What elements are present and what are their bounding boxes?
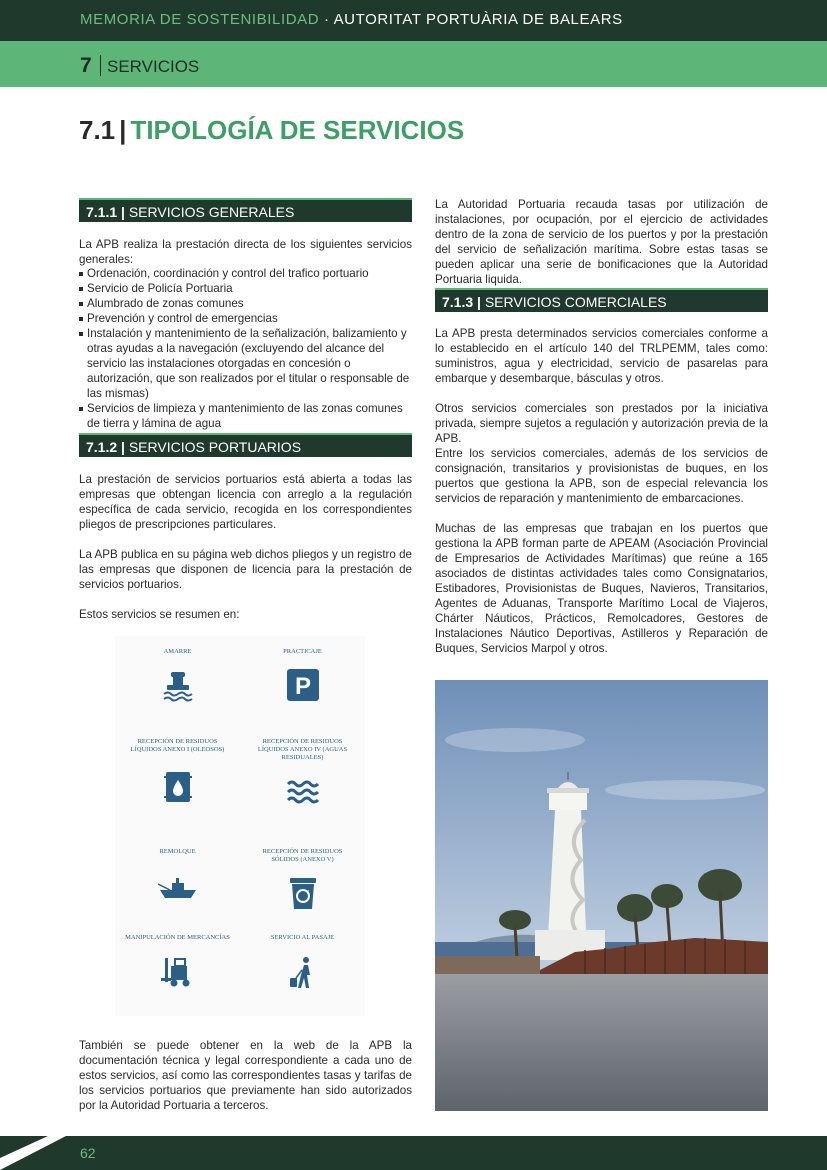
section-divider [100, 55, 101, 76]
list-item: Ordenación, coordinación y control del trafico portuario [79, 266, 412, 281]
subsection-heading-7-1-1 [79, 198, 412, 222]
general-services-intro: La APB realiza la prestación directa de los siguientes servicios generales: [79, 238, 412, 266]
section-name: SERVICIOS [107, 57, 200, 76]
subsection-number: 7.1.1 | [86, 204, 125, 220]
service-label: RECEPCIÓN DE RESIDUOS LÍQUIDOS ANEXO IV (AGUAS RESIDUALES) [257, 738, 348, 761]
service-label: MANIPULACIÓN DE MERCANCÍAS [125, 934, 230, 941]
service-passenger [240, 934, 365, 990]
subsection-title: SERVICIOS GENERALES [128, 204, 295, 220]
document-title-separator: · [324, 11, 330, 28]
service-solid-waste [240, 848, 365, 910]
subsection-title: SERVICIOS PORTUARIOS [128, 439, 302, 455]
service-label: REMOLQUE [159, 848, 196, 855]
page-title-text: TIPOLOGÍA DE SERVICIOS [130, 115, 465, 145]
port-services-paragraph-1: La prestación de servicios portuarios está abierta a todas las empresas que obtengan licencia con arreglo a la regulación específica de cada servicio, recogida en los correspondientes pliegos de prescripciones particulares. [79, 473, 412, 531]
subsection-number: 7.1.3 | [442, 294, 481, 310]
port-services-paragraph-4: También se puede obtener en la web de la APB la documentación técnica y legal correspondiente a cada uno de estos servicios, así como las correspondientes tasas y tarifas de los servicios portuarios que previamente han sido autorizados por la Autoridad Portuaria a terceros. [79, 1039, 412, 1112]
service-label: AMARRE [163, 648, 192, 655]
list-item: Prevención y control de emergencias [79, 311, 412, 326]
tugboat-icon [158, 876, 198, 902]
document-title-part2: AUTORITAT PORTUÀRIA DE BALEARS [333, 11, 623, 28]
lighthouse-illustration [435, 680, 768, 1111]
service-liquid-waste-annex-iv [240, 738, 365, 806]
page-title [79, 115, 464, 146]
page-title-separator: | [119, 115, 127, 145]
service-label: RECEPCIÓN DE RESIDUOS SÓLIDOS (ANEXO V) [262, 848, 343, 863]
fees-paragraph: La Autoridad Portuaria recauda tasas por utilización de instalaciones, por ocupación, por el ejercicio de actividades dentro de la zona de servicio de los puertos y por la prestación del servicio de señalización marítima. Sobre estas tasas se pueden aplicar una serie de bonificaciones que la Autoridad Portuaria liquida. [435, 198, 768, 286]
commercial-services-paragraph-2: Otros servicios comerciales son prestados por la iniciativa privada, siempre sujetos a regulación y autorización previa de la APB. [435, 402, 768, 445]
water-waves-icon [286, 778, 320, 806]
section-number: 7 [80, 54, 92, 77]
document-header-bar [0, 0, 827, 41]
service-label: RECEPCIÓN DE RESIDUOS LÍQUIDOS ANEXO I (OLEOSOS) [130, 738, 225, 753]
document-title [80, 11, 623, 28]
service-mooring [115, 648, 240, 702]
subsection-heading-7-1-2 [79, 433, 412, 457]
traveler-suitcase-icon [288, 956, 318, 990]
page-footer [0, 1136, 827, 1170]
list-item: Instalación y mantenimiento de la señalización, balizamiento y otras ayudas a la navegación (excluyendo del alcance del servicio las instalaciones otorgadas en concesión o autorización, que son realizados por el titular o responsable de las mismas) [79, 326, 412, 401]
footer-stripe-decoration [0, 1136, 80, 1170]
page-title-number: 7.1 [79, 115, 116, 145]
port-services-paragraph-3: Estos servicios se resumen en: [79, 608, 240, 621]
section-bar [0, 41, 827, 87]
oil-barrel-icon [164, 770, 192, 804]
service-towing [115, 848, 240, 902]
page-number: 62 [80, 1145, 96, 1161]
service-pilotage [240, 648, 365, 702]
parking-p-icon [286, 668, 320, 702]
service-liquid-waste-annex-i [115, 738, 240, 804]
recycling-bin-icon [289, 876, 317, 910]
port-services-paragraph-2: La APB publica en su página web dichos pliegos y un registro de las empresas que disponen de licencia para la prestación de servicios portuarios. [79, 548, 412, 591]
lighthouse-photo [435, 680, 768, 1111]
service-label: PRACTICAJE [283, 648, 322, 655]
list-item: Servicios de limpieza y mantenimiento de las zonas comunes de tierra y lámina de agua [79, 401, 412, 431]
subsection-title: SERVICIOS COMERCIALES [484, 294, 667, 310]
general-services-list [79, 266, 412, 431]
forklift-icon [161, 956, 195, 988]
commercial-services-paragraph-4: Muchas de las empresas que trabajan en los puertos que gestiona la APB forman parte de APEAM (Asociación Provincial de Empresarios de Actividades Marítimas) que reúne a 165 asociados de distintas actividades tales como Consignatarios, Estibadores, Provisionistas de Buques, Navieros, Transitarios, Agentes de Aduanas, Transporte Marítimo Local de Viajeros, Chárter Náuticos, Prácticos, Remolcadores, Gestores de Instalaciones Náutico Deportivas, Astilleros y Reparación de Buques, Servicios Marpol y otros. [435, 522, 768, 655]
service-cargo-handling [115, 934, 240, 988]
commercial-services-paragraph-1: La APB presta determinados servicios comerciales conforme a lo establecido en el artículo 140 del TRLPEMM, tales como: suministros, agua y electricidad, servicio de pasarelas para embarque y desembarque, básculas y otros. [435, 327, 768, 385]
mooring-bollard-icon [161, 668, 195, 702]
port-services-infographic [115, 636, 365, 1016]
service-label: SERVICIO AL PASAJE [270, 934, 335, 941]
subsection-number: 7.1.2 | [86, 439, 125, 455]
list-item: Servicio de Policía Portuaria [79, 281, 412, 296]
commercial-services-paragraph-3: Entre los servicios comerciales, además de los servicios de consignación, transitarios y provisionistas de buques, en los puertos que gestiona la APB, son de especial relevancia los servicios de reparación y mantenimiento de embarcaciones. [435, 447, 768, 505]
subsection-heading-7-1-3 [435, 288, 768, 312]
document-title-part1: MEMORIA DE SOSTENIBILIDAD [80, 11, 320, 28]
list-item: Alumbrado de zonas comunes [79, 296, 412, 311]
parking-glyph: P [294, 673, 311, 700]
